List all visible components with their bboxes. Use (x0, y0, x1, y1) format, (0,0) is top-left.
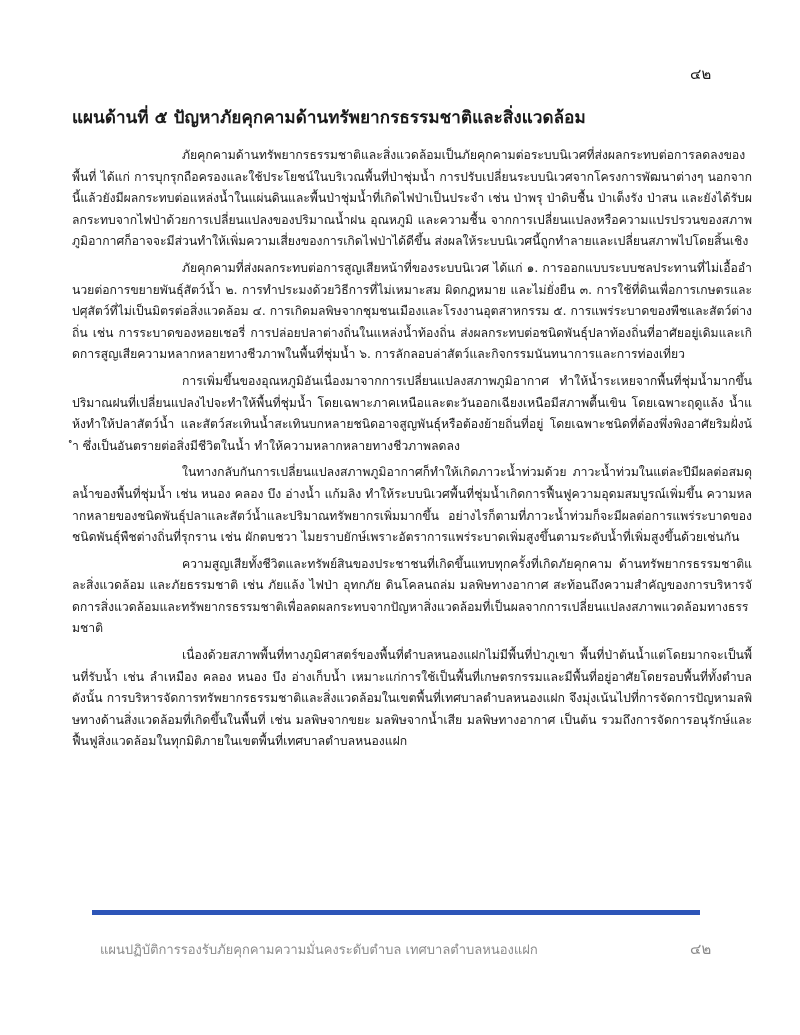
document-body (72, 145, 752, 758)
paragraph: การเพิ่มขึ้นของอุณหภูมิอันเนื่องมาจากการเปลี่ยนแปลงสภาพภูมิอากาศ ทำให้น้ำระเหยจากพื้นที่ชุ่มน้ำมากขึ้น ปริมาณฝนที่เปลี่ยนแปลงไปจะทำให้พื้นที่ชุ่มน้ำ โดยเฉพาะภาคเหนือและตะวันออกเฉียงเหนือมีสภาพตื้นเขิน โดยเฉพาะฤดูแล้ง น้ำแห้งทำให้ปลาสัตว์น้ำ และสัตว์สะเทินน้ำสะเทินบกหลายชนิดอาจสูญพันธุ์หรือต้องย้ายถิ่นที่อยู่ โดยเฉพาะชนิดที่ต้องพึ่งพิงอาศัยริมฝั่งน้ำ ซึ่งเป็นอันตรายต่อสิ่งมีชีวิตในน้ำ ทำให้ความหลากหลายทางชีวภาพลดลง (72, 373, 752, 453)
paragraph: เนื่องด้วยสภาพพื้นที่ทางภูมิศาสตร์ของพื้นที่ตำบลหนองแฝกไม่มีพื้นที่ป่าภูเขา พื้นที่ป่าต้นน้ำแต่โดยมากจะเป็นพื้นที่รับน้ำ เช่น ลำเหมือง คลอง หนอง บึง อ่างเก็บน้ำ เหมาะแก่การใช้เป็นพื้นที่เกษตรกรรมและมีพื้นที่อยู่อาศัยโดยรอบพื้นที่ทั้งตำบล ดังนั้น การบริหารจัดการทรัพยากรธรรมชาติและสิ่งแวดล้อมในเขตพื้นที่เทศบาลตำบลหนองแฝก จึงมุ่งเน้นไปที่การจัดการปัญหามลพิษทางด้านสิ่งแวดล้อมที่เกิดขึ้นในพื้นที่ เช่น มลพิษจากขยะ มลพิษจากน้ำเสีย มลพิษทางอากาศ เป็นต้น รวมถึงการจัดการอนุรักษ์และฟื้นฟูสิ่งแวดล้อมในทุกมิติภายในเขตพื้นที่เทศบาลตำบลหนองแฝก (72, 648, 752, 749)
page-number: ๔๒ (690, 65, 712, 83)
paragraph: ภัยคุกคามที่ส่งผลกระทบต่อการสูญเสียหน้าที่ของระบบนิเวศ ได้แก่ ๑. การออกแบบระบบชลประทานที่ไม่เอื้ออำนวยต่อการขยายพันธุ์สัตว์น้ำ ๒. การทำประมงด้วยวิธีการที่ไม่เหมาะสม ผิดกฎหมาย และไม่ยั่งยืน ๓. การใช้ที่ดินเพื่อการเกษตรและปศุสัตว์ที่ไม่เป็นมิตรต่อสิ่งแวดล้อม ๔. การเกิดมลพิษจากชุมชนเมืองและโรงงานอุตสาหกรรม ๕. การแพร่ระบาดของพืชและสัตว์ต่างถิ่น เช่น การระบาดของหอยเชอรี่ การปล่อยปลาต่างถิ่นในแหล่งน้ำท้องถิ่น ส่งผลกระทบต่อชนิดพันธุ์ปลาท้องถิ่นที่อาศัยอยู่เดิมและเกิดการสูญเสียความหลากหลายทางชีวภาพในพื้นที่ชุ่มน้ำ ๖. การลักลอบล่าสัตว์และกิจกรรมนันทนาการและการท่องเที่ยว (72, 260, 752, 362)
footer-text: แผนปฏิบัติการรองรับภัยคุกคามความมั่นคงระดับตำบล เทศบาลตำบลหนองแฝก (100, 943, 538, 958)
footer-rule (92, 910, 700, 915)
paragraph: ภัยคุกคามด้านทรัพยากรธรรมชาติและสิ่งแวดล้อมเป็นภัยคุกคามต่อระบบนิเวศที่ส่งผลกระทบต่อการลดลงของพื้นที่ ได้แก่ การบุกรุกถือครองและใช้ประโยชน์ในบริเวณพื้นที่ป่าชุ่มน้ำ การปรับเปลี่ยนระบบนิเวศจากโครงการพัฒนาต่างๆ นอกจากนี้แล้วยังมีผลกระทบต่อแหล่งน้ำในแผ่นดินและพื้นป่าชุ่มน้ำที่เกิดไฟป่าเป็นประจำ เช่น ป่าพรุ ป่าดิบชื้น ป่าเต็งรัง ป่าสน และยังได้รับผลกระทบจากไฟป่าด้วยการเปลี่ยนแปลงของปริมาณน้ำฝน อุณหภูมิ และความชื้น จากการเปลี่ยนแปลงหรือความแปรปรวนของสภาพภูมิอากาศก็อาจจะมีส่วนทำให้เพิ่มความเสี่ยงของการเกิดไฟป่าได้ดีขึ้น ส่งผลให้ระบบนิเวศนี้ถูกทำลายและเปลี่ยนสภาพไปโดยสิ้นเชิง (72, 148, 752, 249)
paragraph: ในทางกลับกันการเปลี่ยนแปลงสภาพภูมิอากาศก็ทำให้เกิดภาวะน้ำท่วมด้วย ภาวะน้ำท่วมในแต่ละปีมีผลต่อสมดุลน้ำของพื้นที่ชุ่มน้ำ เช่น หนอง คลอง บึง อ่างน้ำ แก้มลิง ทำให้ระบบนิเวศพื้นที่ชุ่มน้ำเกิดการฟื้นฟูความอุดมสมบูรณ์เพิ่มขึ้น ความหลากหลายของชนิดพันธุ์ปลาและสัตว์น้ำและปริมาณทรัพยากรเพิ่มมากขึ้น อย่างไรก็ตามที่ภาวะน้ำท่วมก็จะมีผลต่อการแพร่ระบาดของชนิดพันธุ์พืชต่างถิ่นที่รุกราน เช่น ผักตบชวา ไมยราบยักษ์เพราะอัตราการแพร่ระบาดเพิ่มสูงขึ้นตามระดับน้ำที่เพิ่มสูงขึ้นด้วยเช่นกัน (72, 465, 752, 545)
footer-page-number: ๔๒ (690, 940, 712, 958)
paragraph: ความสูญเสียทั้งชีวิตและทรัพย์สินของประชาชนที่เกิดขึ้นแทบทุกครั้งที่เกิดภัยคุกคาม ด้านทรัพยากรธรรมชาติและสิ่งแวดล้อม และภัยธรรมชาติ เช่น ภัยแล้ง ไฟป่า อุทกภัย ดินโคลนถล่ม มลพิษทางอากาศ สะท้อนถึงความสำคัญของการบริหารจัดการสิ่งแวดล้อมและทรัพยากรธรรมชาติเพื่อลดผลกระทบจากปัญหาสิ่งแวดล้อมที่เป็นผลจากการเปลี่ยนแปลงสภาพแวดล้อมทางธรรมชาติ (72, 556, 752, 636)
page-heading: แผนด้านที่ ๕ ปัญหาภัยคุกคามด้านทรัพยากรธรรมชาติและสิ่งแวดล้อม (72, 108, 586, 128)
